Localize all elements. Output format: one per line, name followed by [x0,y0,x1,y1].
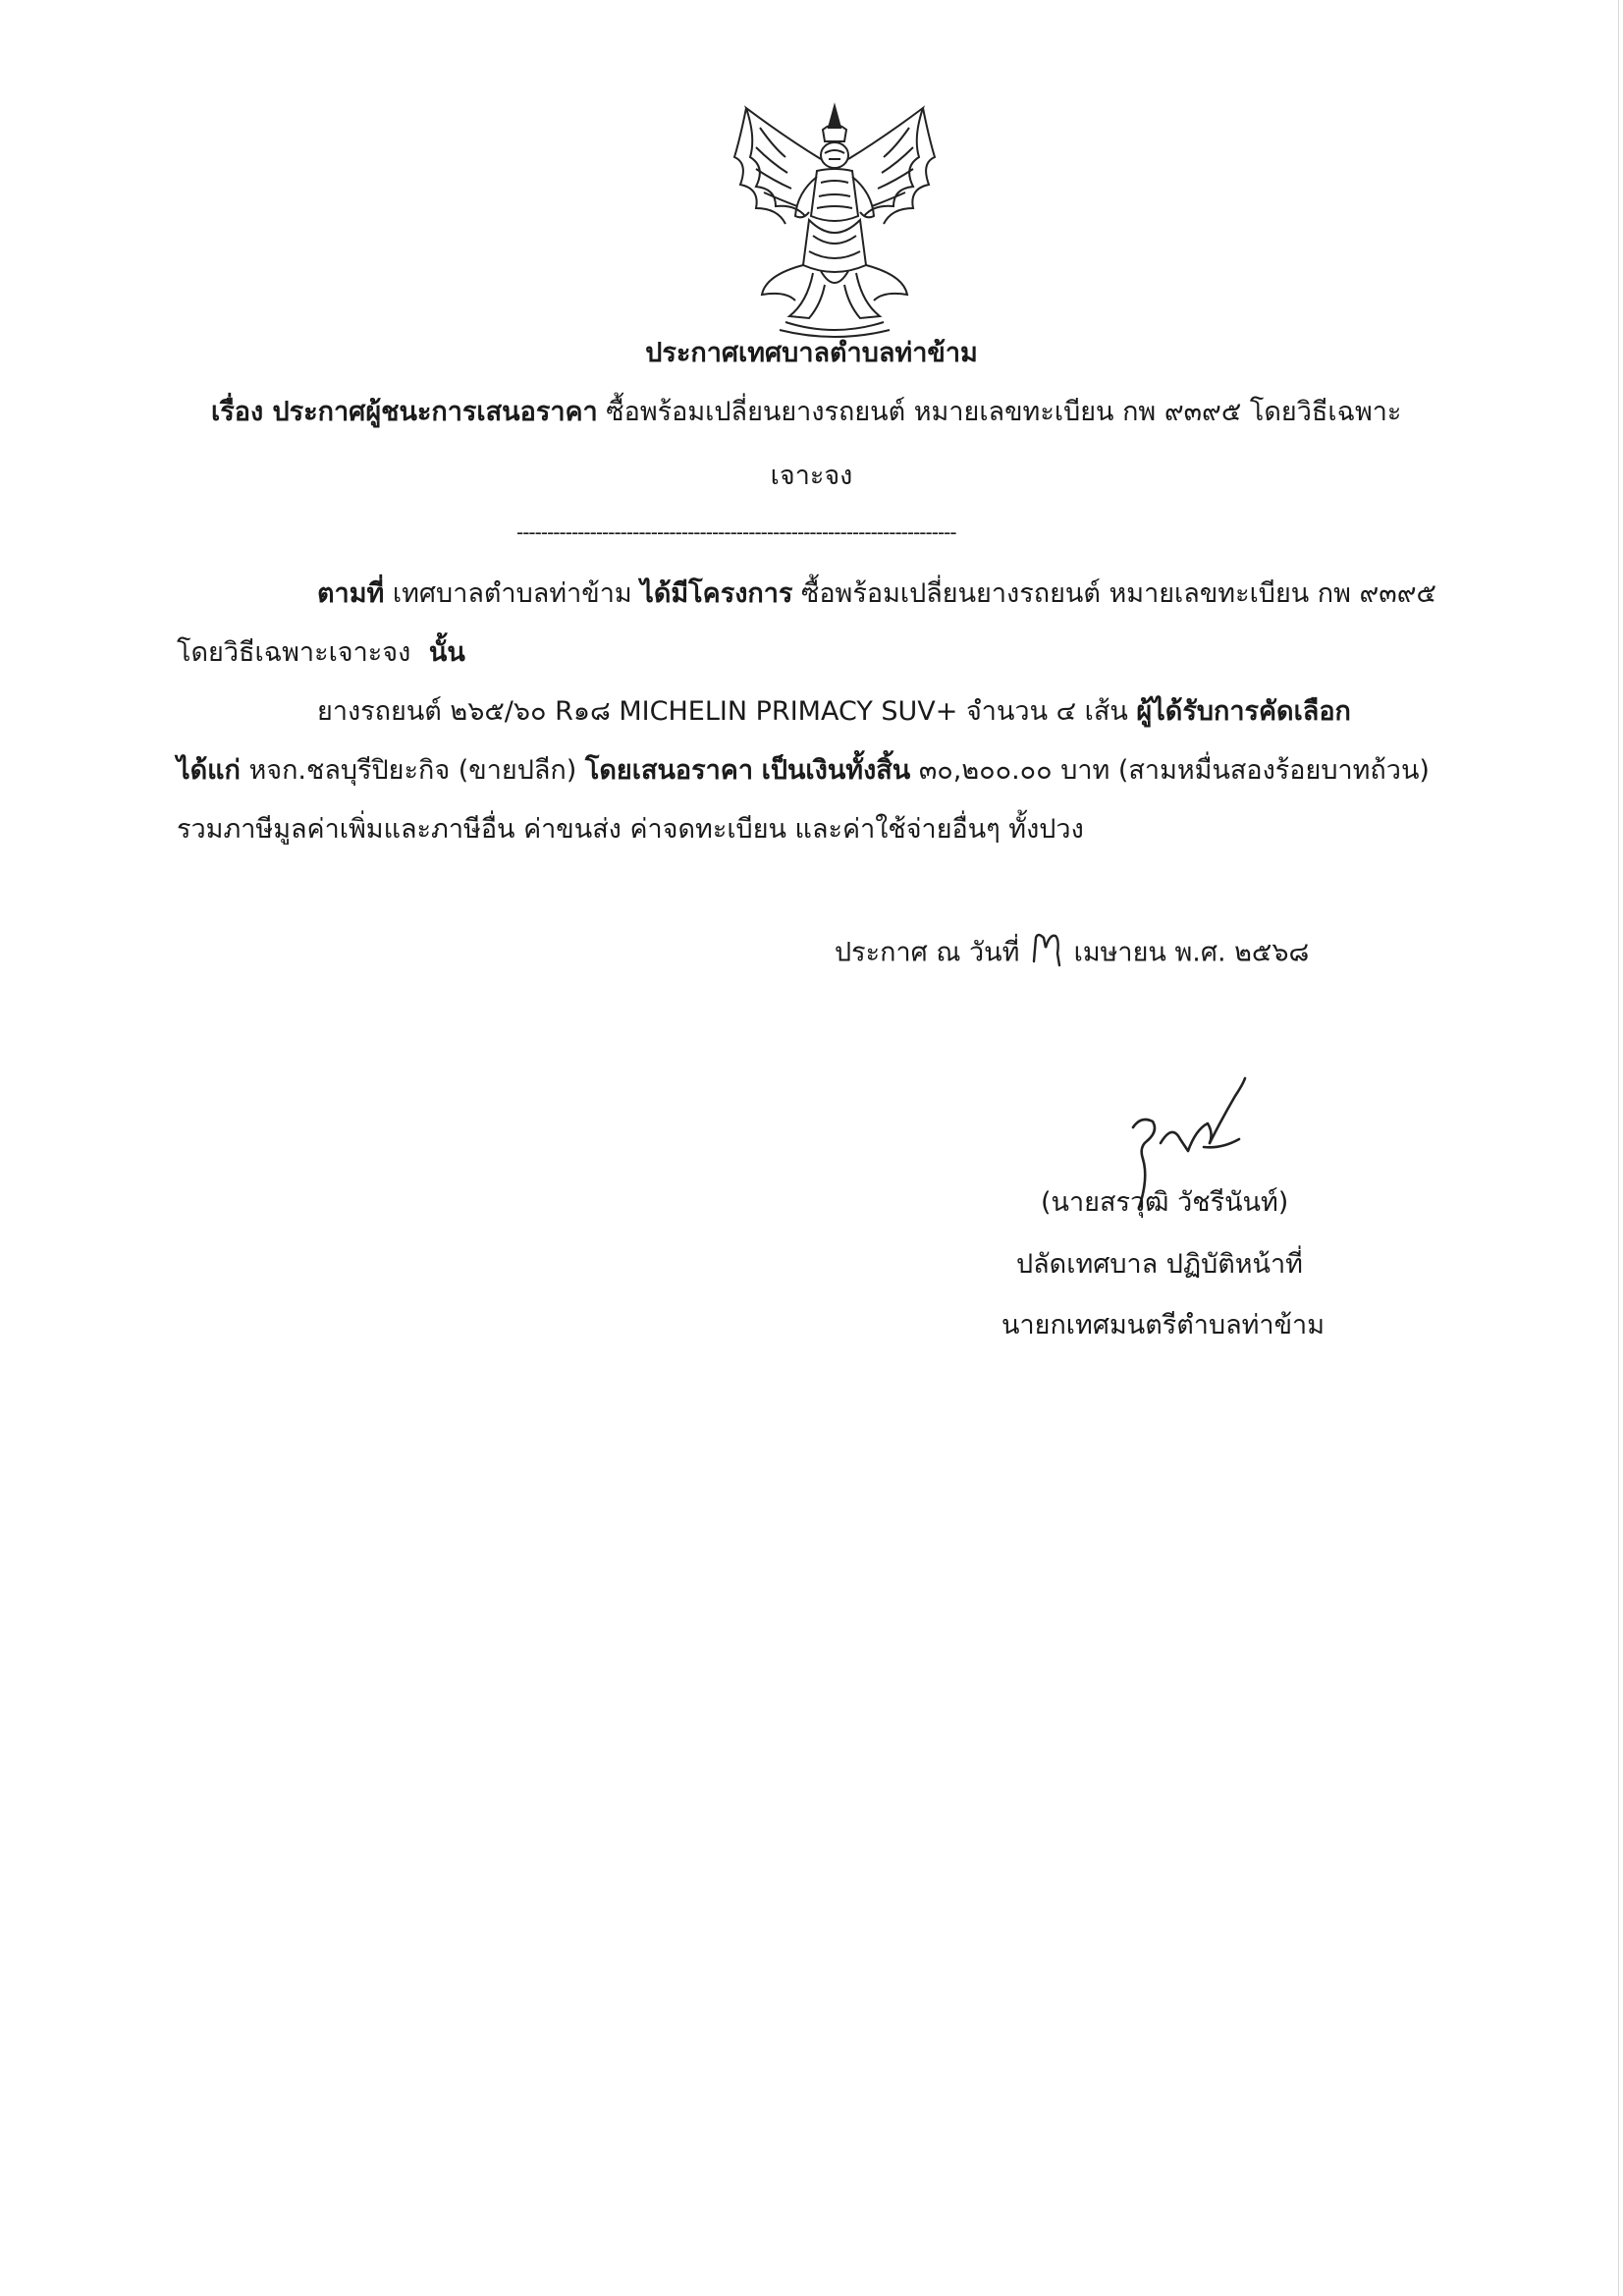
subject-text: ซื้อพร้อมเปลี่ยนยางรถยนต์ หมายเลขทะเบียน กพ ๙๓๙๕ โดยวิธีเฉพาะ [606,397,1402,427]
signatory-position: ปลัดเทศบาล ปฏิบัติหน้าที่ [1016,1249,1303,1280]
date-day [1028,928,1065,979]
subject-label: เรื่อง ประกาศผู้ชนะการเสนอราคา [211,397,598,427]
announcement-title: ประกาศเทศบาลตำบลท่าข้าม [645,338,978,368]
signatory-role: นายกเทศมนตรีตำบลท่าข้าม [1001,1310,1325,1340]
p2-label-is: ได้แก่ [177,755,241,786]
p1-label-as: ตามที่ [317,578,385,609]
paragraph-2-line-1 [317,692,1351,732]
announcement-date [835,928,1309,979]
subject-line [211,393,1401,432]
p1-organization: เทศบาลตำบลท่าข้าม [392,578,632,609]
paragraph-2-line-3: รวมภาษีมูลค่าเพิ่มและภาษีอื่น ค่าขนส่ง ค่าจดทะเบียน และค่าใช้จ่ายอื่นๆ ทั้งปวง [177,814,1084,845]
date-prefix: ประกาศ ณ วันที่ [835,937,1020,968]
p2-vendor: หจก.ชลบุรีปิยะกิจ (ขายปลีก) [248,755,577,786]
paragraph-2-line-2 [177,751,1430,791]
p2-item: ยางรถยนต์ ๒๖๕/๖๐ R๑๘ MICHELIN PRIMACY SUV+ จำนวน ๔ เส้น [317,696,1128,727]
p1-method: โดยวิธีเฉพาะเจาะจง [177,637,411,668]
signatory-name: (นายสรวุฒิ วัชรีนันท์) [1041,1187,1289,1218]
p2-amount: ๓๐,๒๐๐.๐๐ บาท (สามหมื่นสองร้อยบาทถ้วน) [918,755,1430,786]
divider-line: ------------------------------------------------------------------------ [516,520,956,544]
date-suffix: เมษายน พ.ศ. ๒๕๖๘ [1073,937,1310,968]
p1-closing: นั้น [428,637,465,668]
paragraph-1-line-1 [317,574,1436,614]
p2-label-total: เป็นเงินทั้งสิ้น [761,755,911,786]
garuda-emblem-icon [727,98,943,344]
p1-project: ซื้อพร้อมเปลี่ยนยางรถยนต์ หมายเลขทะเบียน กพ ๙๓๙๕ [801,578,1436,609]
subject-continuation: เจาะจง [770,461,853,491]
handwritten-day-icon [1028,928,1065,967]
p2-label-offer: โดยเสนอราคา [584,755,753,786]
p2-label-selected: ผู้ได้รับการคัดเลือก [1136,696,1351,727]
p1-label-project: ได้มีโครงการ [640,578,793,609]
paragraph-1-line-2 [177,633,465,673]
